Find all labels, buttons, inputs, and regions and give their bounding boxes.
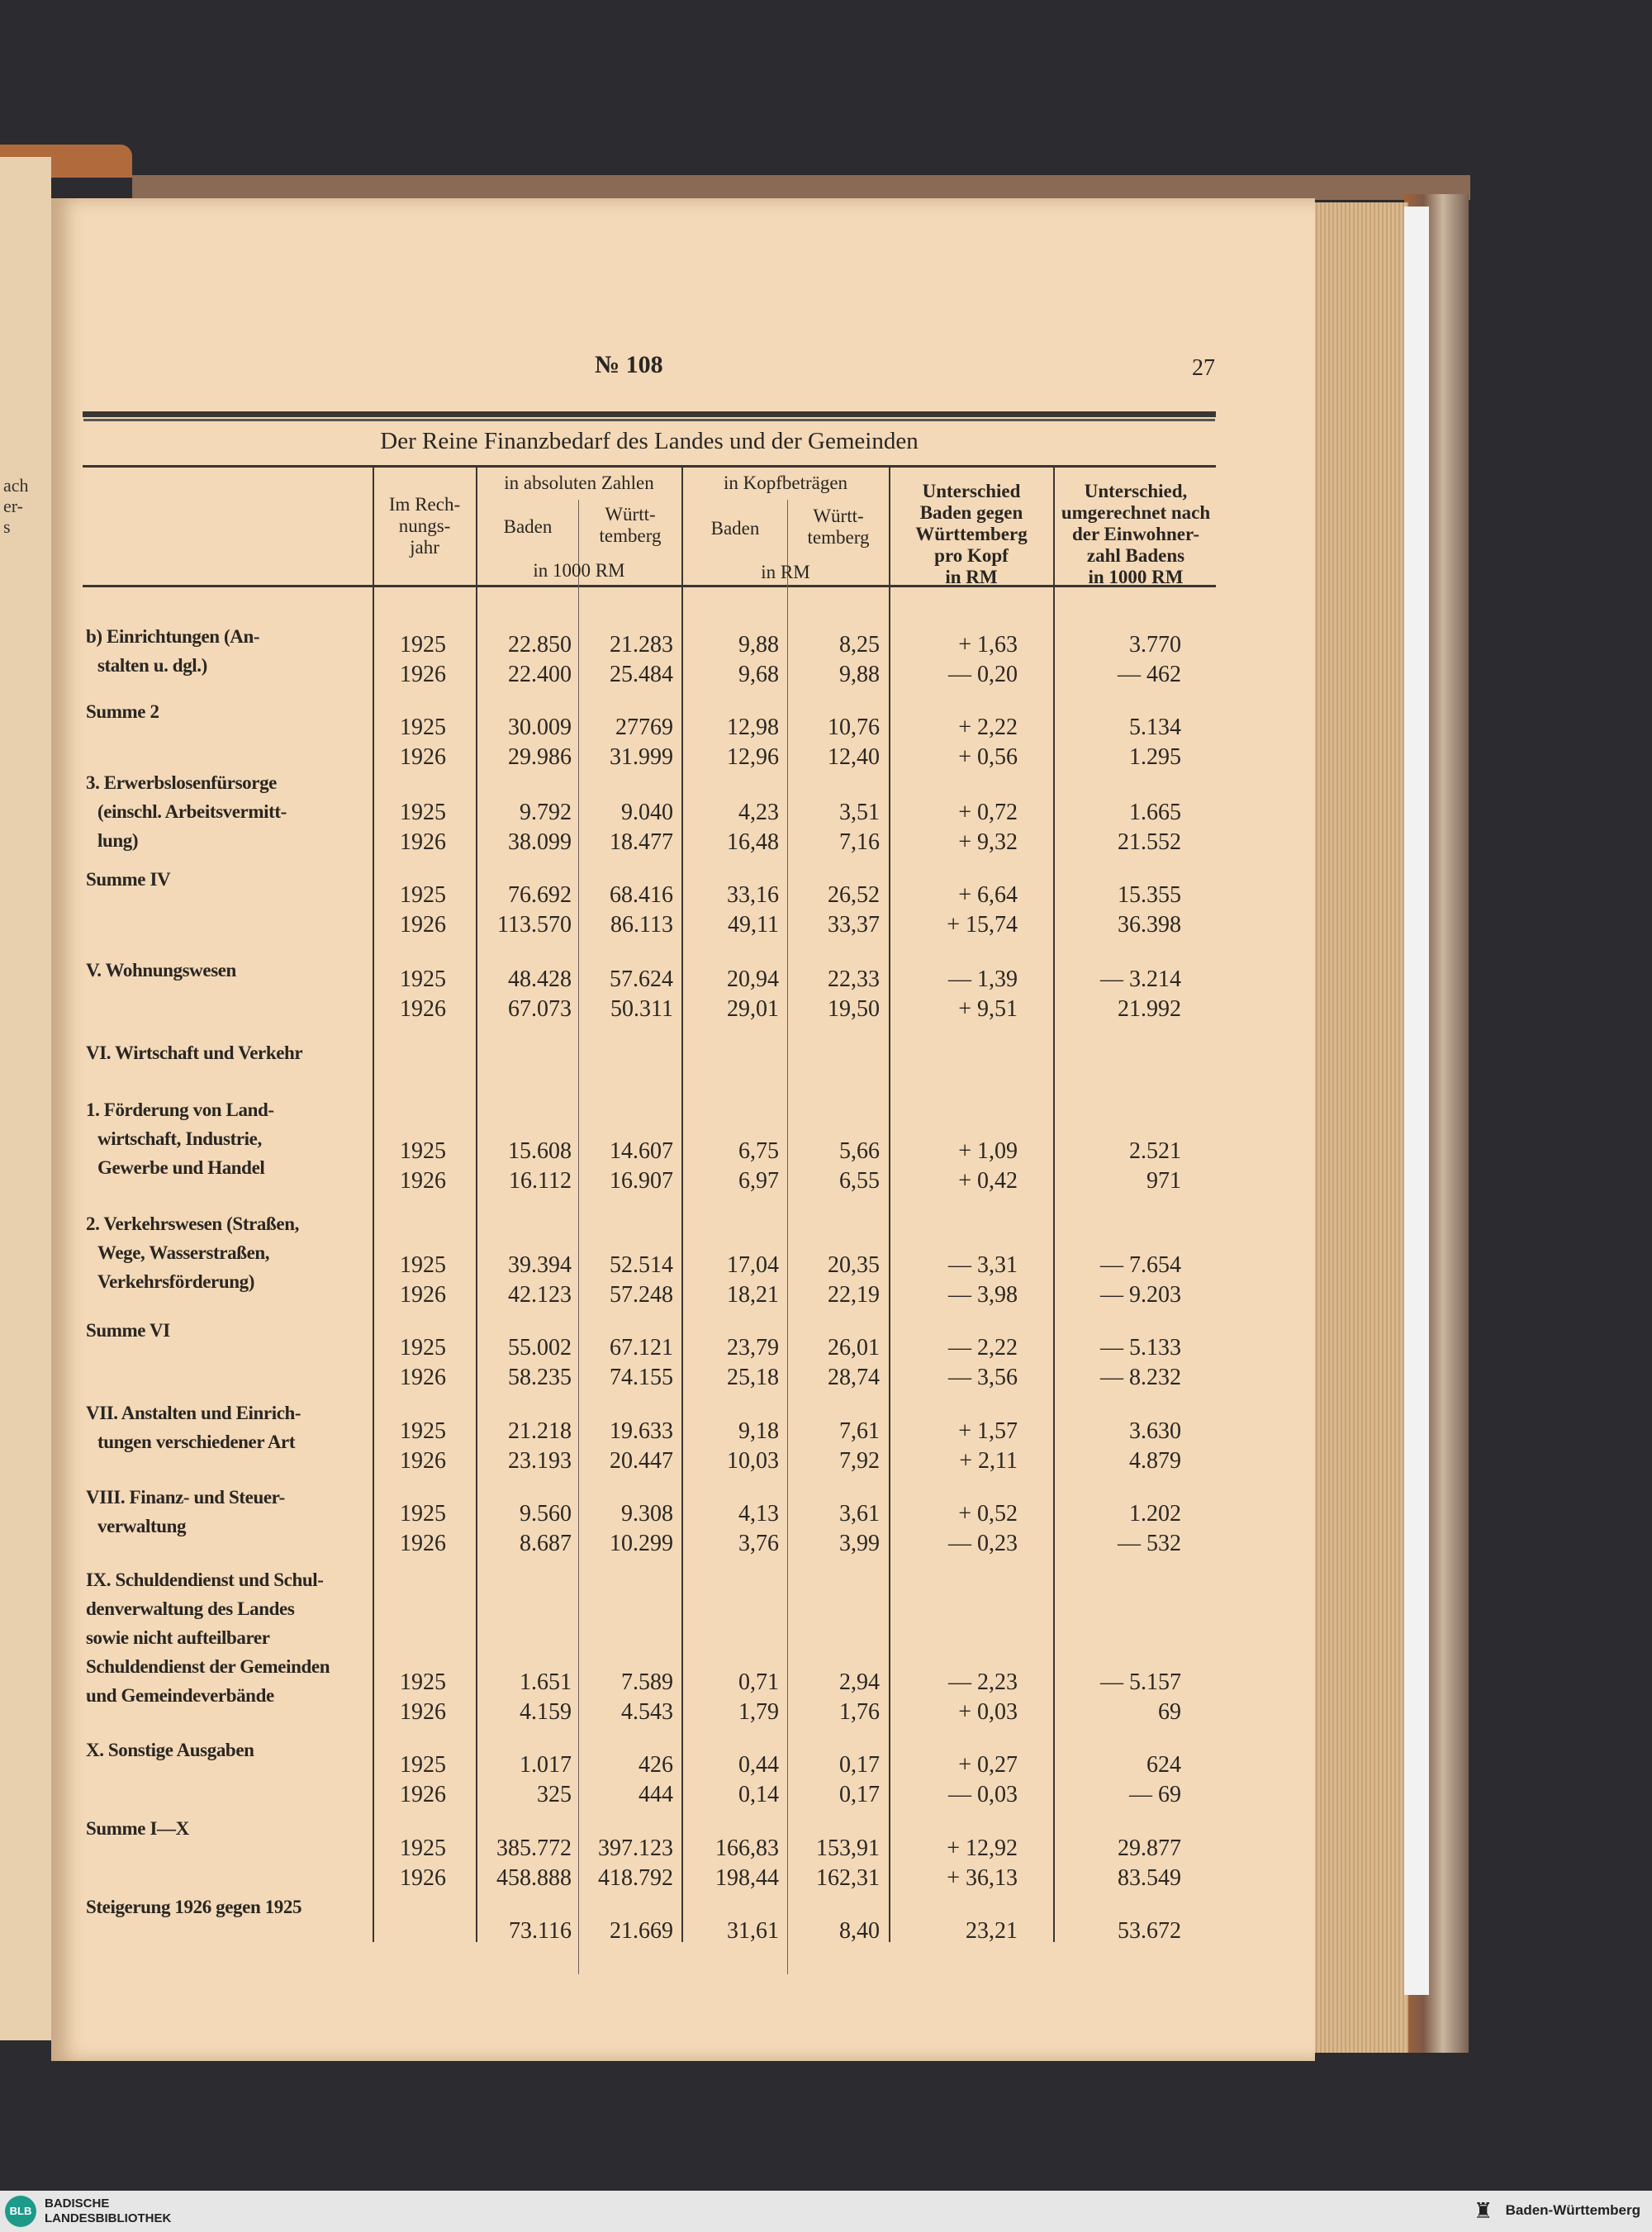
cell-diff-total: — 462 — [1118, 662, 1181, 687]
row-label — [86, 1316, 370, 1345]
cell-diff: + 9,51 — [958, 996, 1018, 1022]
cell-diff: — 2,22 — [948, 1335, 1018, 1361]
cell-wuertt-abs: 57.248 — [610, 1282, 673, 1308]
table-title: Der Reine Finanzbedarf des Landes und der Gemeinden — [380, 428, 919, 454]
cell-year: 1926 — [400, 1865, 446, 1891]
header-baden-kopf: Baden — [710, 518, 760, 539]
cell-diff-total: — 5.157 — [1100, 1669, 1181, 1695]
cell-wuertt-abs: 444 — [638, 1782, 673, 1807]
cell-year: 1926 — [400, 1782, 446, 1807]
cell-diff: — 0,03 — [948, 1782, 1018, 1807]
header-diff — [890, 481, 1052, 588]
cell-year: 1926 — [400, 1168, 446, 1194]
cell-wuertt-abs: 68.416 — [610, 882, 673, 908]
cell-wuertt-kopf: 5,66 — [839, 1138, 880, 1164]
library-name-line: BADISCHE — [45, 2196, 110, 2211]
row-label — [86, 1095, 370, 1182]
cell-baden-abs: 4.159 — [520, 1699, 572, 1725]
cell-wuertt-kopf: 8,40 — [839, 1918, 880, 1944]
cell-year: 1925 — [400, 800, 446, 825]
row-label — [86, 1483, 370, 1541]
cell-baden-abs: 38.099 — [508, 829, 572, 855]
cell-diff-total: 4.879 — [1129, 1448, 1181, 1474]
column-divider — [889, 468, 890, 1942]
cell-diff: + 0,72 — [958, 800, 1018, 825]
cell-diff: — 2,23 — [948, 1669, 1018, 1695]
left-page-edge — [0, 157, 51, 2040]
cell-year: 1925 — [400, 966, 446, 992]
row-label — [86, 1565, 370, 1710]
cell-diff: + 6,64 — [958, 882, 1018, 908]
cell-wuertt-abs: 19.633 — [610, 1418, 673, 1444]
cell-wuertt-abs: 7.589 — [621, 1669, 673, 1695]
cell-wuertt-kopf: 8,25 — [839, 632, 880, 658]
cell-diff-total: 971 — [1146, 1168, 1181, 1194]
cell-baden-kopf: 9,18 — [738, 1418, 779, 1444]
cell-diff: 23,21 — [966, 1918, 1018, 1944]
cell-baden-abs: 458.888 — [496, 1865, 572, 1891]
library-name-line: LANDESBIBLIOTHEK — [45, 2211, 172, 2225]
cell-wuertt-abs: 52.514 — [610, 1252, 673, 1278]
cell-baden-abs: 58.235 — [508, 1365, 572, 1390]
cell-wuertt-abs: 9.040 — [621, 800, 673, 825]
cell-diff: — 3,56 — [948, 1365, 1018, 1390]
header-text: jahr — [410, 537, 439, 558]
left-page-fragment: er- — [3, 496, 23, 516]
cell-diff: — 0,20 — [948, 662, 1018, 687]
cell-year: 1925 — [400, 715, 446, 740]
header-per-capita-unit: in RM — [761, 562, 810, 582]
row-label-line: 3. Erwerbslosenfürsorge — [86, 772, 277, 793]
header-text: pro Kopf — [934, 545, 1009, 566]
cell-wuertt-kopf: 28,74 — [828, 1365, 880, 1390]
cell-baden-abs: 48.428 — [508, 966, 572, 992]
cell-wuertt-kopf: 153,91 — [816, 1835, 880, 1861]
header-diff-total — [1055, 481, 1217, 588]
row-label-line: Gewerbe und Handel — [97, 1157, 265, 1178]
cell-baden-kopf: 4,13 — [738, 1501, 779, 1527]
cell-baden-kopf: 0,14 — [738, 1782, 779, 1807]
footer-bar — [0, 2191, 1652, 2232]
row-label-line: Verkehrsförderung) — [97, 1271, 254, 1292]
cell-baden-abs: 1.651 — [520, 1669, 572, 1695]
cell-diff: + 1,63 — [958, 632, 1018, 658]
book-cover-top — [132, 175, 1470, 200]
cell-year: 1925 — [400, 1335, 446, 1361]
cell-diff: — 0,23 — [948, 1531, 1018, 1556]
cell-year: 1926 — [400, 1448, 446, 1474]
left-page-fragment: ach — [3, 475, 29, 496]
cell-diff-total: 2.521 — [1129, 1138, 1181, 1164]
cell-diff-total: — 5.133 — [1100, 1335, 1181, 1361]
cell-diff-total: 3.630 — [1129, 1418, 1181, 1444]
header-text: umgerechnet nach — [1061, 502, 1211, 523]
cell-wuertt-kopf: 26,52 — [828, 882, 880, 908]
column-divider — [578, 500, 579, 1974]
cell-baden-abs: 39.394 — [508, 1252, 572, 1278]
row-label-line: Summe 2 — [86, 701, 159, 722]
cell-baden-abs: 1.017 — [520, 1752, 572, 1778]
header-absolute-unit: in 1000 RM — [533, 560, 625, 581]
cell-wuertt-abs: 27769 — [615, 715, 673, 740]
cell-baden-kopf: 25,18 — [727, 1365, 779, 1390]
page-number: 27 — [1192, 355, 1215, 381]
cell-baden-abs: 42.123 — [508, 1282, 572, 1308]
cell-year: 1926 — [400, 1365, 446, 1390]
header-text: Württemberg — [915, 524, 1028, 544]
cell-wuertt-abs: 426 — [638, 1752, 673, 1778]
row-label — [86, 1736, 370, 1764]
header-wuertt-kopf — [789, 506, 888, 549]
row-label-line: lung) — [97, 830, 139, 851]
header-text: Württ- — [605, 504, 656, 525]
cell-diff-total: — 7.654 — [1100, 1252, 1181, 1278]
cell-diff-total: 15.355 — [1118, 882, 1181, 908]
row-label — [86, 1399, 370, 1456]
cell-baden-kopf: 1,79 — [738, 1699, 779, 1725]
header-text: Im Rech- — [388, 494, 461, 515]
cell-baden-kopf: 0,71 — [738, 1669, 779, 1695]
row-label — [86, 1814, 370, 1843]
state-lion-icon: ♜ — [1474, 2199, 1493, 2223]
row-label-line: Schuldendienst der Gemeinden — [86, 1656, 330, 1677]
header-baden-abs: Baden — [503, 516, 553, 537]
cell-year: 1925 — [400, 1669, 446, 1695]
cell-baden-abs: 15.608 — [508, 1138, 572, 1164]
row-label-line: 1. Förderung von Land- — [86, 1099, 274, 1120]
header-year — [374, 494, 475, 558]
cell-baden-kopf: 0,44 — [738, 1752, 779, 1778]
cell-diff: — 3,98 — [948, 1282, 1018, 1308]
row-label — [86, 1038, 370, 1067]
cell-baden-abs: 30.009 — [508, 715, 572, 740]
row-label-line: Summe IV — [86, 869, 171, 890]
cell-baden-kopf: 4,23 — [738, 800, 779, 825]
cell-wuertt-kopf: 3,61 — [839, 1501, 880, 1527]
cell-diff-total: 1.665 — [1129, 800, 1181, 825]
cell-diff-total: — 3.214 — [1100, 966, 1181, 992]
header-absolute-group: in absoluten Zahlen — [504, 473, 654, 493]
cell-baden-abs: 22.850 — [508, 632, 572, 658]
cell-wuertt-abs: 86.113 — [610, 912, 673, 938]
row-label — [86, 768, 370, 855]
cell-baden-kopf: 49,11 — [728, 912, 779, 938]
cell-diff: + 0,52 — [958, 1501, 1018, 1527]
cell-diff-total: 53.672 — [1118, 1918, 1181, 1944]
cell-wuertt-abs: 20.447 — [610, 1448, 673, 1474]
header-text: Unterschied — [922, 481, 1021, 501]
cell-diff-total: 29.877 — [1118, 1835, 1181, 1861]
cell-diff: — 1,39 — [948, 966, 1018, 992]
cell-wuertt-kopf: 3,51 — [839, 800, 880, 825]
header-text: Baden gegen — [919, 502, 1023, 523]
cell-diff-total: 1.202 — [1129, 1501, 1181, 1527]
cell-wuertt-kopf: 6,55 — [839, 1168, 880, 1194]
cell-year: 1925 — [400, 882, 446, 908]
library-name — [45, 2196, 171, 2226]
cell-wuertt-kopf: 162,31 — [816, 1865, 880, 1891]
cell-diff-total: 5.134 — [1129, 715, 1181, 740]
cell-diff-total: 624 — [1146, 1752, 1181, 1778]
page-edges — [1313, 202, 1408, 2053]
cell-year: 1925 — [400, 1418, 446, 1444]
cell-baden-abs: 22.400 — [508, 662, 572, 687]
cell-baden-kopf: 23,79 — [727, 1335, 779, 1361]
row-label — [86, 1892, 370, 1921]
row-label-line: Wege, Wasserstraßen, — [97, 1242, 270, 1263]
cell-year: 1925 — [400, 1252, 446, 1278]
cell-diff: + 36,13 — [947, 1865, 1018, 1891]
header-text: zahl Badens — [1086, 545, 1185, 566]
cell-baden-kopf: 20,94 — [727, 966, 779, 992]
row-label-line: 2. Verkehrswesen (Straßen, — [86, 1213, 299, 1234]
cell-baden-kopf: 12,96 — [727, 744, 779, 770]
cell-year: 1926 — [400, 829, 446, 855]
cell-baden-kopf: 9,88 — [738, 632, 779, 658]
left-page-fragment: s — [3, 516, 11, 537]
row-label — [86, 622, 370, 680]
row-label-line: IX. Schuldendienst und Schul- — [86, 1570, 324, 1590]
column-divider — [1053, 468, 1055, 1942]
row-label-line: Summe I—X — [86, 1818, 189, 1839]
cell-diff-total: 1.295 — [1129, 744, 1181, 770]
cell-baden-abs: 385.772 — [496, 1835, 572, 1861]
header-text: Unterschied, — [1084, 481, 1188, 501]
column-divider — [681, 468, 683, 1942]
row-label-line: X. Sonstige Ausgaben — [86, 1740, 254, 1760]
cell-baden-abs: 113.570 — [497, 912, 572, 938]
cell-wuertt-abs: 31.999 — [610, 744, 673, 770]
cell-baden-kopf: 17,04 — [727, 1252, 779, 1278]
cell-wuertt-kopf: 7,16 — [839, 829, 880, 855]
header-wuertt-abs — [580, 504, 681, 547]
header-text: temberg — [807, 527, 870, 548]
cell-diff-total: — 69 — [1129, 1782, 1181, 1807]
row-label-line: und Gemeindeverbände — [86, 1685, 274, 1706]
cell-wuertt-kopf: 22,33 — [828, 966, 880, 992]
header-text: temberg — [599, 525, 662, 546]
row-label — [86, 865, 370, 894]
cell-wuertt-kopf: 19,50 — [828, 996, 880, 1022]
cell-wuertt-kopf: 12,40 — [828, 744, 880, 770]
cell-wuertt-abs: 10.299 — [610, 1531, 673, 1556]
cell-year: 1926 — [400, 662, 446, 687]
cell-diff-total: 21.552 — [1118, 829, 1181, 855]
cell-wuertt-abs: 74.155 — [610, 1365, 673, 1390]
cell-diff: + 1,57 — [958, 1418, 1018, 1444]
cell-baden-abs: 29.986 — [508, 744, 572, 770]
row-label-line: denverwaltung des Landes — [86, 1598, 295, 1619]
header-text: nungs- — [398, 515, 451, 536]
cell-baden-abs: 16.112 — [509, 1168, 572, 1194]
cell-year: 1926 — [400, 1282, 446, 1308]
cell-diff: + 0,27 — [958, 1752, 1018, 1778]
cell-wuertt-kopf: 26,01 — [828, 1335, 880, 1361]
column-divider — [787, 500, 788, 1974]
cell-diff-total: — 532 — [1118, 1531, 1181, 1556]
cell-wuertt-abs: 14.607 — [610, 1138, 673, 1164]
cell-baden-abs: 73.116 — [509, 1918, 572, 1944]
row-label-line: sowie nicht aufteilbarer — [86, 1627, 270, 1648]
column-divider — [373, 468, 374, 1942]
cell-baden-abs: 23.193 — [508, 1448, 572, 1474]
cell-wuertt-kopf: 3,99 — [839, 1531, 880, 1556]
cell-diff: + 15,74 — [947, 912, 1018, 938]
cell-year: 1926 — [400, 1531, 446, 1556]
cell-baden-kopf: 18,21 — [727, 1282, 779, 1308]
cell-baden-kopf: 16,48 — [727, 829, 779, 855]
row-label-line: Summe VI — [86, 1320, 170, 1341]
blb-logo: BLB — [5, 2196, 36, 2227]
cell-wuertt-kopf: 20,35 — [828, 1252, 880, 1278]
cell-wuertt-kopf: 0,17 — [839, 1752, 880, 1778]
cell-wuertt-kopf: 22,19 — [828, 1282, 880, 1308]
cell-diff-total: 69 — [1158, 1699, 1181, 1725]
cell-wuertt-abs: 418.792 — [598, 1865, 673, 1891]
cell-baden-kopf: 12,98 — [727, 715, 779, 740]
row-label-line: V. Wohnungswesen — [86, 960, 236, 981]
header-text: Württ- — [813, 506, 864, 526]
header-per-capita-group: in Kopfbeträgen — [723, 473, 848, 493]
row-label-line: VII. Anstalten und Einrich- — [86, 1403, 301, 1423]
cell-baden-kopf: 29,01 — [727, 996, 779, 1022]
row-label-line: b) Einrichtungen (An- — [86, 626, 260, 647]
cell-year: 1925 — [400, 1501, 446, 1527]
cell-baden-abs: 67.073 — [508, 996, 572, 1022]
cell-year: 1926 — [400, 744, 446, 770]
top-rule — [83, 411, 1216, 419]
cell-baden-kopf: 3,76 — [738, 1531, 779, 1556]
row-label-line: VIII. Finanz- und Steuer- — [86, 1487, 285, 1508]
cell-diff-total: 83.549 — [1118, 1865, 1181, 1891]
cell-wuertt-kopf: 7,92 — [839, 1448, 880, 1474]
cell-baden-abs: 55.002 — [508, 1335, 572, 1361]
cell-wuertt-abs: 50.311 — [610, 996, 673, 1022]
cell-wuertt-kopf: 7,61 — [839, 1418, 880, 1444]
cell-diff: + 2,22 — [958, 715, 1018, 740]
header-text: in RM — [945, 567, 998, 587]
cell-baden-kopf: 198,44 — [715, 1865, 779, 1891]
cell-baden-kopf: 6,97 — [738, 1168, 779, 1194]
row-label-line: wirtschaft, Industrie, — [97, 1128, 262, 1149]
cell-wuertt-abs: 9.308 — [621, 1501, 673, 1527]
cell-diff-total: 21.992 — [1118, 996, 1181, 1022]
cell-wuertt-kopf: 2,94 — [839, 1669, 880, 1695]
cell-baden-kopf: 10,03 — [727, 1448, 779, 1474]
cell-diff-total: — 8.232 — [1100, 1365, 1181, 1390]
cell-year: 1925 — [400, 1138, 446, 1164]
cell-wuertt-abs: 25.484 — [610, 662, 673, 687]
cell-baden-kopf: 6,75 — [738, 1138, 779, 1164]
cell-wuertt-kopf: 9,88 — [839, 662, 880, 687]
cell-wuertt-abs: 16.907 — [610, 1168, 673, 1194]
cell-wuertt-kopf: 0,17 — [839, 1782, 880, 1807]
cell-wuertt-abs: 4.543 — [621, 1699, 673, 1725]
cell-diff: + 12,92 — [947, 1835, 1018, 1861]
cell-baden-kopf: 9,68 — [738, 662, 779, 687]
cell-diff: + 0,42 — [958, 1168, 1018, 1194]
cell-baden-abs: 9.560 — [520, 1501, 572, 1527]
cell-diff: + 9,32 — [958, 829, 1018, 855]
cell-wuertt-abs: 57.624 — [610, 966, 673, 992]
row-label — [86, 956, 370, 985]
row-label — [86, 1209, 370, 1296]
cell-baden-abs: 9.792 — [520, 800, 572, 825]
cell-diff: + 0,56 — [958, 744, 1018, 770]
cell-year: 1925 — [400, 1752, 446, 1778]
cell-baden-abs: 76.692 — [508, 882, 572, 908]
cell-baden-abs: 325 — [537, 1782, 572, 1807]
cell-year: 1926 — [400, 996, 446, 1022]
cell-diff: + 2,11 — [959, 1448, 1018, 1474]
cell-wuertt-abs: 397.123 — [598, 1835, 673, 1861]
cell-year: 1926 — [400, 1699, 446, 1725]
cell-baden-kopf: 31,61 — [727, 1918, 779, 1944]
row-label-line: Steigerung 1926 gegen 1925 — [86, 1897, 302, 1917]
cell-wuertt-abs: 21.283 — [610, 632, 673, 658]
row-label-line: tungen verschiedener Art — [97, 1432, 296, 1452]
row-label-line: stalten u. dgl.) — [97, 655, 207, 676]
cell-diff: — 3,31 — [948, 1252, 1018, 1278]
cell-baden-kopf: 33,16 — [727, 882, 779, 908]
cell-year: 1926 — [400, 912, 446, 938]
cell-diff-total: — 9.203 — [1100, 1282, 1181, 1308]
title-rule — [83, 465, 1216, 468]
row-label — [86, 697, 370, 726]
cell-baden-abs: 21.218 — [508, 1418, 572, 1444]
cell-year: 1925 — [400, 1835, 446, 1861]
cell-wuertt-abs: 67.121 — [610, 1335, 673, 1361]
row-label-line: verwaltung — [97, 1516, 187, 1536]
cell-wuertt-kopf: 10,76 — [828, 715, 880, 740]
document-number: № 108 — [595, 351, 663, 378]
cell-baden-abs: 8.687 — [520, 1531, 572, 1556]
cell-wuertt-kopf: 1,76 — [839, 1699, 880, 1725]
cell-wuertt-kopf: 33,37 — [828, 912, 880, 938]
cell-wuertt-abs: 21.669 — [610, 1918, 673, 1944]
header-text: in 1000 RM — [1088, 567, 1184, 587]
column-divider — [476, 468, 477, 1942]
cell-wuertt-abs: 18.477 — [610, 829, 673, 855]
cell-baden-kopf: 166,83 — [715, 1835, 779, 1861]
row-label-line: VI. Wirtschaft und Verkehr — [86, 1042, 303, 1063]
cell-diff: + 0,03 — [958, 1699, 1018, 1725]
state-name: Baden-Württemberg — [1505, 2202, 1640, 2218]
endpaper-strip — [1404, 207, 1429, 1995]
cell-diff: + 1,09 — [958, 1138, 1018, 1164]
cell-year: 1925 — [400, 632, 446, 658]
header-text: der Einwohner- — [1072, 524, 1199, 544]
cell-diff-total: 3.770 — [1129, 632, 1181, 658]
cell-diff-total: 36.398 — [1118, 912, 1181, 938]
row-label-line: (einschl. Arbeitsvermitt- — [97, 801, 287, 822]
